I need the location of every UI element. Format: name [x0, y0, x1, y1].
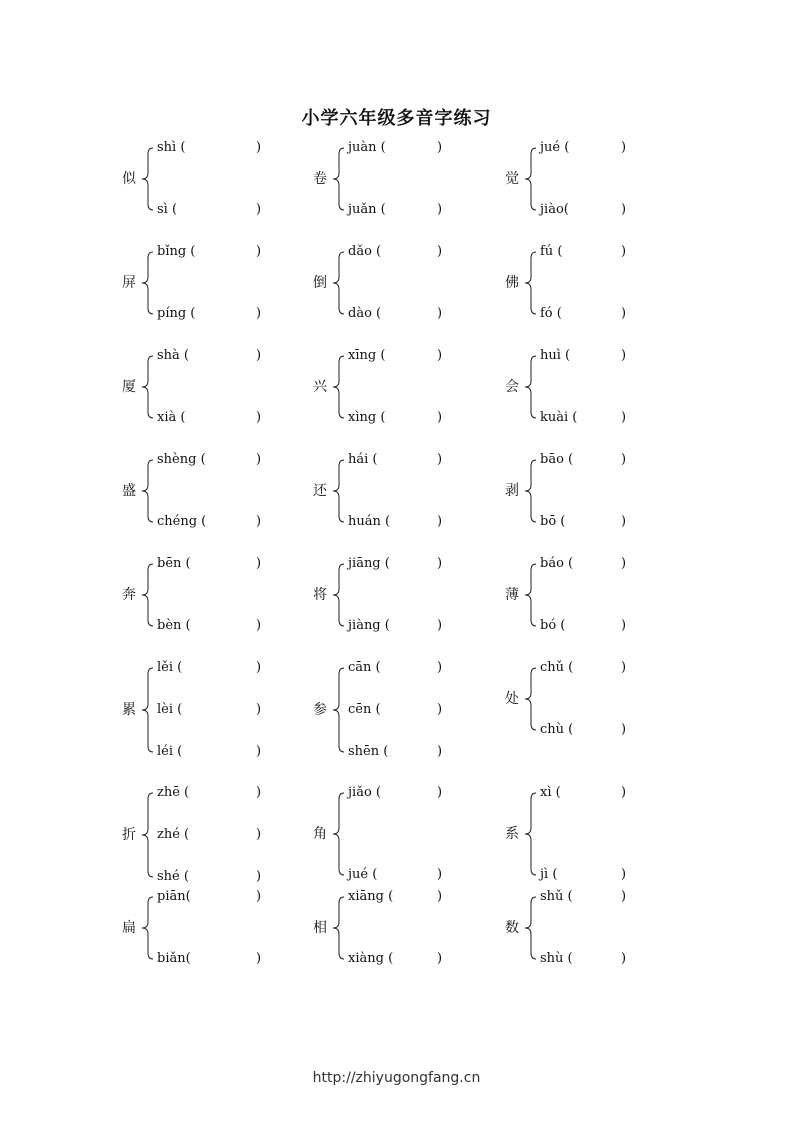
footer-url: http://zhiyugongfang.cn: [312, 1070, 481, 1086]
answer-blank-close: ): [621, 618, 627, 633]
answer-blank-close: ): [621, 660, 627, 675]
pinyin-reading: piān(: [157, 889, 191, 904]
answer-blank-close: ): [437, 618, 443, 633]
pinyin-reading: cēn (: [348, 702, 381, 717]
pinyin-reading: shé (: [157, 869, 189, 884]
pinyin-reading: jiàng (: [348, 618, 390, 633]
answer-blank-close: ): [621, 556, 627, 571]
answer-blank-close: ): [621, 514, 627, 529]
polyphone-character: 系: [505, 826, 519, 842]
curly-brace: [331, 785, 345, 883]
pinyin-reading: jué (: [348, 867, 378, 882]
curly-brace: [523, 140, 537, 218]
pinyin-reading: hái (: [348, 452, 378, 467]
answer-blank-close: ): [437, 244, 443, 259]
answer-blank-close: ): [256, 306, 262, 321]
polyphone-character: 累: [122, 702, 136, 718]
polyphone-character: 将: [313, 587, 327, 603]
pinyin-reading: shēn (: [348, 744, 389, 759]
answer-blank-close: ): [621, 348, 627, 363]
pinyin-reading: xià (: [157, 410, 186, 425]
pinyin-reading: jì (: [540, 867, 558, 882]
curly-brace: [140, 785, 154, 885]
answer-blank-close: ): [621, 785, 627, 800]
pinyin-reading: zhé (: [157, 827, 190, 842]
pinyin-reading: bēn (: [157, 556, 191, 571]
pinyin-reading: juàn (: [348, 140, 386, 155]
answer-blank-close: ): [621, 889, 627, 904]
polyphone-character: 屏: [122, 275, 136, 291]
answer-blank-close: ): [437, 702, 443, 717]
pinyin-reading: chéng (: [157, 514, 207, 529]
answer-blank-close: ): [621, 140, 627, 155]
curly-brace: [331, 556, 345, 634]
polyphone-character: 会: [505, 379, 519, 395]
pinyin-reading: bèn (: [157, 618, 191, 633]
answer-blank-close: ): [256, 869, 262, 884]
answer-blank-close: ): [621, 306, 627, 321]
polyphone-character: 似: [122, 171, 136, 187]
answer-blank-close: ): [437, 556, 443, 571]
polyphone-character: 倒: [313, 275, 327, 291]
pinyin-reading: shà (: [157, 348, 189, 363]
polyphone-character: 薄: [505, 587, 519, 603]
pinyin-reading: shǔ (: [540, 889, 573, 904]
answer-blank-close: ): [437, 744, 443, 759]
curly-brace: [523, 660, 537, 738]
pinyin-reading: huán (: [348, 514, 391, 529]
pinyin-reading: zhē (: [157, 785, 190, 800]
curly-brace: [140, 244, 154, 322]
answer-blank-close: ): [256, 410, 262, 425]
polyphone-character: 还: [313, 483, 327, 499]
answer-blank-close: ): [256, 202, 262, 217]
pinyin-reading: jiāng (: [348, 556, 390, 571]
pinyin-reading: xiàng (: [348, 951, 394, 966]
pinyin-reading: xīng (: [348, 348, 386, 363]
pinyin-reading: juǎn (: [348, 202, 386, 217]
pinyin-reading: bó (: [540, 618, 566, 633]
curly-brace: [331, 452, 345, 530]
pinyin-reading: lěi (: [157, 660, 183, 675]
polyphone-character: 厦: [122, 379, 136, 395]
polyphone-character: 角: [313, 826, 327, 842]
curly-brace: [140, 452, 154, 530]
curly-brace: [331, 889, 345, 967]
answer-blank-close: ): [256, 702, 262, 717]
pinyin-reading: dǎo (: [348, 244, 382, 259]
answer-blank-close: ): [256, 618, 262, 633]
pinyin-reading: shèng (: [157, 452, 206, 467]
pinyin-reading: xì (: [540, 785, 561, 800]
polyphone-character: 数: [505, 920, 519, 936]
pinyin-reading: bō (: [540, 514, 566, 529]
curly-brace: [140, 889, 154, 967]
curly-brace: [523, 556, 537, 634]
curly-brace: [523, 244, 537, 322]
pinyin-reading: báo (: [540, 556, 574, 571]
pinyin-reading: fú (: [540, 244, 563, 259]
answer-blank-close: ): [437, 785, 443, 800]
answer-blank-close: ): [256, 140, 262, 155]
curly-brace: [140, 348, 154, 426]
pinyin-reading: fó (: [540, 306, 562, 321]
polyphone-character: 参: [313, 702, 327, 718]
pinyin-reading: huì (: [540, 348, 571, 363]
polyphone-character: 兴: [313, 379, 327, 395]
curly-brace: [523, 452, 537, 530]
answer-blank-close: ): [437, 140, 443, 155]
pinyin-reading: chǔ (: [540, 660, 574, 675]
curly-brace: [140, 556, 154, 634]
answer-blank-close: ): [256, 244, 262, 259]
pinyin-reading: jiào(: [540, 202, 569, 217]
answer-blank-close: ): [437, 951, 443, 966]
answer-blank-close: ): [256, 889, 262, 904]
answer-blank-close: ): [437, 867, 443, 882]
answer-blank-close: ): [437, 889, 443, 904]
answer-blank-close: ): [437, 660, 443, 675]
answer-blank-close: ): [256, 660, 262, 675]
polyphone-character: 扁: [122, 920, 136, 936]
polyphone-character: 折: [122, 827, 136, 843]
answer-blank-close: ): [256, 951, 262, 966]
pinyin-reading: shù (: [540, 951, 573, 966]
answer-blank-close: ): [437, 452, 443, 467]
curly-brace: [331, 660, 345, 760]
answer-blank-close: ): [621, 951, 627, 966]
pinyin-reading: xìng (: [348, 410, 386, 425]
polyphone-character: 奔: [122, 587, 136, 603]
polyphone-character: 佛: [505, 275, 519, 291]
answer-blank-close: ): [256, 827, 262, 842]
answer-blank-close: ): [437, 348, 443, 363]
answer-blank-close: ): [256, 785, 262, 800]
pinyin-reading: bǐng (: [157, 244, 196, 259]
curly-brace: [331, 140, 345, 218]
answer-blank-close: ): [256, 744, 262, 759]
curly-brace: [331, 244, 345, 322]
answer-blank-close: ): [256, 452, 262, 467]
answer-blank-close: ): [621, 452, 627, 467]
polyphone-character: 处: [505, 691, 519, 707]
answer-blank-close: ): [437, 202, 443, 217]
answer-blank-close: ): [256, 348, 262, 363]
answer-blank-close: ): [621, 867, 627, 882]
answer-blank-close: ): [621, 202, 627, 217]
polyphone-character: 卷: [313, 171, 327, 187]
pinyin-reading: lèi (: [157, 702, 183, 717]
answer-blank-close: ): [621, 244, 627, 259]
answer-blank-close: ): [437, 514, 443, 529]
pinyin-reading: jué (: [540, 140, 570, 155]
curly-brace: [140, 140, 154, 218]
pinyin-reading: kuài (: [540, 410, 578, 425]
pinyin-reading: bāo (: [540, 452, 574, 467]
answer-blank-close: ): [256, 556, 262, 571]
polyphone-character: 盛: [122, 483, 136, 499]
pinyin-reading: sì (: [157, 202, 178, 217]
answer-blank-close: ): [437, 410, 443, 425]
curly-brace: [140, 660, 154, 760]
pinyin-reading: xiāng (: [348, 889, 394, 904]
answer-blank-close: ): [256, 514, 262, 529]
pinyin-reading: cān (: [348, 660, 381, 675]
page-title: 小学六年级多音字练习: [301, 108, 492, 129]
curly-brace: [523, 785, 537, 883]
curly-brace: [523, 889, 537, 967]
answer-blank-close: ): [621, 722, 627, 737]
curly-brace: [523, 348, 537, 426]
polyphone-character: 相: [313, 920, 327, 936]
pinyin-reading: léi (: [157, 744, 183, 759]
pinyin-reading: jiǎo (: [348, 785, 381, 800]
polyphone-character: 觉: [505, 171, 519, 187]
polyphone-character: 剥: [505, 483, 519, 499]
answer-blank-close: ): [437, 306, 443, 321]
pinyin-reading: píng (: [157, 306, 196, 321]
curly-brace: [331, 348, 345, 426]
pinyin-reading: dào (: [348, 306, 382, 321]
pinyin-reading: biǎn(: [157, 951, 191, 966]
answer-blank-close: ): [621, 410, 627, 425]
pinyin-reading: shì (: [157, 140, 186, 155]
pinyin-reading: chù (: [540, 722, 574, 737]
